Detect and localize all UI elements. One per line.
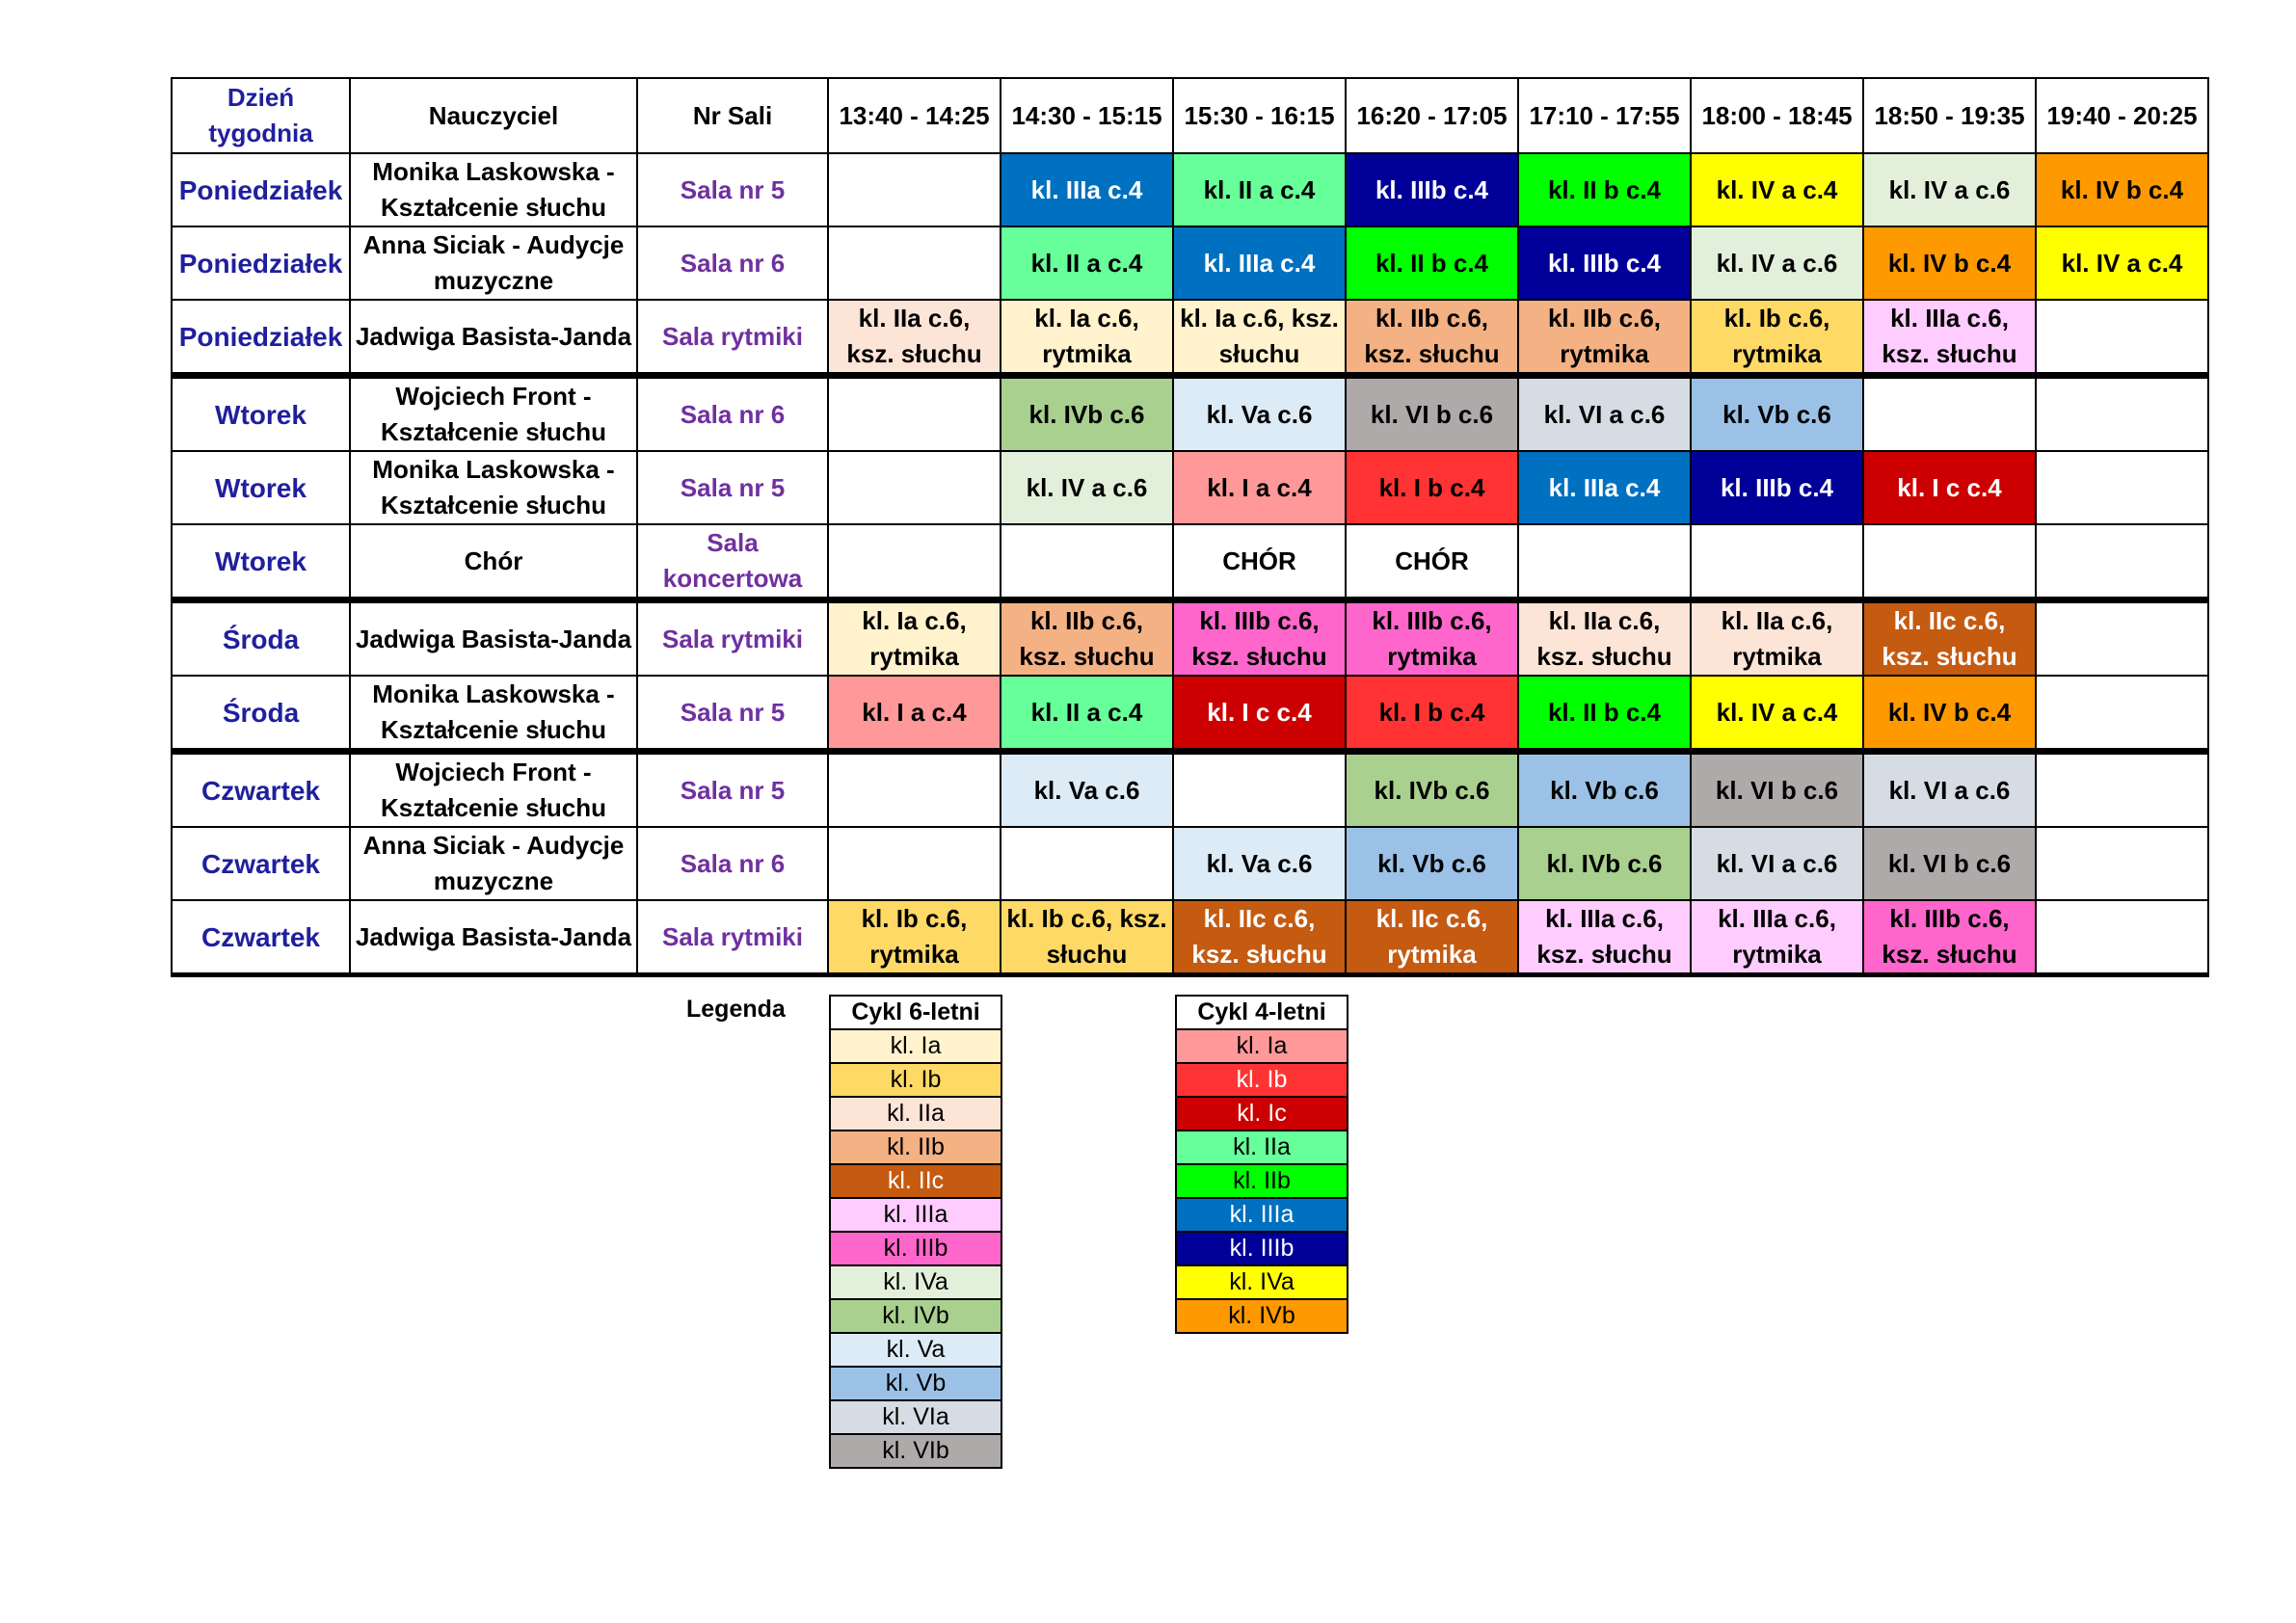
- lesson-cell: kl. IIIa c.4: [1518, 451, 1691, 524]
- lesson-cell: [1863, 524, 2036, 600]
- legend-item: kl. Ia: [1176, 1029, 1348, 1063]
- lesson-cell: kl. II a c.4: [1173, 153, 1346, 226]
- lesson-cell: kl. IIc c.6, ksz. słuchu: [1173, 900, 1346, 975]
- schedule-row: [172, 752, 2208, 828]
- lesson-cell: kl. IIIa c.6, ksz. słuchu: [1518, 900, 1691, 975]
- lesson-cell: kl. I a c.4: [1173, 451, 1346, 524]
- legend-item: kl. IIIb: [1176, 1232, 1348, 1265]
- teacher-cell: Wojciech Front - Kształcenie słuchu: [350, 376, 637, 452]
- lesson-cell: kl. IIIb c.4: [1518, 226, 1691, 300]
- lesson-cell: [828, 153, 1001, 226]
- day-cell: Poniedziałek: [172, 226, 350, 300]
- header-teacher: Nauczyciel: [350, 78, 637, 153]
- header-row: [172, 78, 2208, 153]
- header-time: 18:50 - 19:35: [1863, 78, 2036, 153]
- day-cell: Czwartek: [172, 900, 350, 975]
- lesson-cell: kl. IIb c.6, rytmika: [1518, 300, 1691, 376]
- lesson-cell: [2036, 524, 2208, 600]
- lesson-cell: [1001, 524, 1173, 600]
- lesson-cell: [2036, 676, 2208, 752]
- lesson-cell: [2036, 752, 2208, 828]
- lesson-cell: kl. II b c.4: [1518, 153, 1691, 226]
- lesson-cell: [2036, 900, 2208, 975]
- lesson-cell: kl. IV a c.6: [1001, 451, 1173, 524]
- header-time: 15:30 - 16:15: [1173, 78, 1346, 153]
- lesson-cell: kl. IIIb c.6, rytmika: [1346, 600, 1518, 677]
- schedule-row: [172, 226, 2208, 300]
- room-cell: Sala nr 5: [637, 752, 828, 828]
- legend-item: kl. IVb: [830, 1299, 1001, 1333]
- lesson-cell: kl. IVb c.6: [1001, 376, 1173, 452]
- day-cell: Wtorek: [172, 451, 350, 524]
- lesson-cell: kl. IV a c.4: [2036, 226, 2208, 300]
- legend-item: kl. IIc: [830, 1164, 1001, 1198]
- lesson-cell: CHÓR: [1173, 524, 1346, 600]
- lesson-cell: kl. VI a c.6: [1691, 827, 1863, 900]
- lesson-cell: [1001, 827, 1173, 900]
- header-room: Nr Sali: [637, 78, 828, 153]
- lesson-cell: kl. IIIb c.4: [1691, 451, 1863, 524]
- teacher-cell: Anna Siciak - Audycje muzyczne: [350, 226, 637, 300]
- legend-item: kl. IIa: [830, 1097, 1001, 1131]
- teacher-cell: Chór: [350, 524, 637, 600]
- lesson-cell: kl. Va c.6: [1173, 827, 1346, 900]
- schedule-row: [172, 600, 2208, 677]
- room-cell: Sala nr 6: [637, 827, 828, 900]
- lesson-cell: [1518, 524, 1691, 600]
- lesson-cell: kl. Vb c.6: [1691, 376, 1863, 452]
- legend-item: kl. IIIa: [1176, 1198, 1348, 1232]
- lesson-cell: [2036, 600, 2208, 677]
- lesson-cell: kl. IIIb c.4: [1346, 153, 1518, 226]
- room-cell: Sala nr 5: [637, 676, 828, 752]
- lesson-cell: kl. Ia c.6, rytmika: [1001, 300, 1173, 376]
- header-time: 16:20 - 17:05: [1346, 78, 1518, 153]
- lesson-cell: kl. IIb c.6, ksz. słuchu: [1001, 600, 1173, 677]
- legend-6-year-cycle: [829, 995, 1002, 1469]
- lesson-cell: kl. IVb c.6: [1518, 827, 1691, 900]
- room-cell: Sala nr 6: [637, 226, 828, 300]
- legend-item: kl. Ic: [1176, 1097, 1348, 1131]
- lesson-cell: [2036, 376, 2208, 452]
- lesson-cell: kl. IIIb c.6, ksz. słuchu: [1173, 600, 1346, 677]
- lesson-cell: [828, 827, 1001, 900]
- lesson-cell: kl. Ib c.6, rytmika: [1691, 300, 1863, 376]
- legend-item: kl. VIa: [830, 1400, 1001, 1434]
- room-cell: Sala nr 6: [637, 376, 828, 452]
- lesson-cell: kl. IV a c.6: [1691, 226, 1863, 300]
- legend-item: kl. IVa: [1176, 1265, 1348, 1299]
- room-cell: Sala koncertowa: [637, 524, 828, 600]
- lesson-cell: CHÓR: [1346, 524, 1518, 600]
- legend-item: kl. IIIb: [830, 1232, 1001, 1265]
- header-time: 17:10 - 17:55: [1518, 78, 1691, 153]
- lesson-cell: [2036, 827, 2208, 900]
- lesson-cell: [2036, 451, 2208, 524]
- legend-4-title: Cykl 4-letni: [1176, 996, 1348, 1029]
- teacher-cell: Anna Siciak - Audycje muzyczne: [350, 827, 637, 900]
- day-cell: Środa: [172, 676, 350, 752]
- room-cell: Sala nr 5: [637, 153, 828, 226]
- lesson-cell: kl. VI b c.6: [1346, 376, 1518, 452]
- lesson-cell: kl. II a c.4: [1001, 676, 1173, 752]
- legend-item: kl. IVa: [830, 1265, 1001, 1299]
- day-cell: Wtorek: [172, 376, 350, 452]
- teacher-cell: Monika Laskowska - Kształcenie słuchu: [350, 153, 637, 226]
- lesson-cell: kl. VI a c.6: [1863, 752, 2036, 828]
- lesson-cell: kl. IIIa c.4: [1001, 153, 1173, 226]
- schedule-row: [172, 676, 2208, 752]
- legend-item: kl. IIb: [1176, 1164, 1348, 1198]
- lesson-cell: kl. IV b c.4: [1863, 676, 2036, 752]
- day-cell: Czwartek: [172, 827, 350, 900]
- legend-item: kl. Vb: [830, 1367, 1001, 1400]
- schedule-row: [172, 827, 2208, 900]
- lesson-cell: [828, 451, 1001, 524]
- lesson-cell: kl. Ia c.6, rytmika: [828, 600, 1001, 677]
- room-cell: Sala rytmiki: [637, 600, 828, 677]
- lesson-cell: kl. IV b c.4: [2036, 153, 2208, 226]
- schedule-row: [172, 300, 2208, 376]
- lesson-cell: kl. IIa c.6, rytmika: [1691, 600, 1863, 677]
- day-cell: Środa: [172, 600, 350, 677]
- lesson-cell: kl. II b c.4: [1346, 226, 1518, 300]
- schedule-body: [172, 153, 2208, 975]
- legend-item: kl. IIb: [830, 1131, 1001, 1164]
- legend-item: kl. Ib: [830, 1063, 1001, 1097]
- lesson-cell: [828, 226, 1001, 300]
- lesson-cell: kl. IIIa c.4: [1173, 226, 1346, 300]
- lesson-cell: kl. VI a c.6: [1518, 376, 1691, 452]
- lesson-cell: kl. IIa c.6, ksz. słuchu: [828, 300, 1001, 376]
- schedule-row: [172, 376, 2208, 452]
- teacher-cell: Jadwiga Basista-Janda: [350, 300, 637, 376]
- lesson-cell: kl. Vb c.6: [1518, 752, 1691, 828]
- teacher-cell: Monika Laskowska - Kształcenie słuchu: [350, 676, 637, 752]
- lesson-cell: [1173, 752, 1346, 828]
- schedule-row: [172, 900, 2208, 975]
- lesson-cell: [828, 752, 1001, 828]
- room-cell: Sala nr 5: [637, 451, 828, 524]
- lesson-cell: [2036, 300, 2208, 376]
- lesson-cell: kl. II b c.4: [1518, 676, 1691, 752]
- lesson-cell: kl. Vb c.6: [1346, 827, 1518, 900]
- lesson-cell: kl. IIIa c.6, rytmika: [1691, 900, 1863, 975]
- teacher-cell: Monika Laskowska - Kształcenie słuchu: [350, 451, 637, 524]
- lesson-cell: kl. IIc c.6, ksz. słuchu: [1863, 600, 2036, 677]
- day-cell: Poniedziałek: [172, 300, 350, 376]
- lesson-cell: kl. II a c.4: [1001, 226, 1173, 300]
- lesson-cell: kl. Va c.6: [1001, 752, 1173, 828]
- legend-item: kl. Ib: [1176, 1063, 1348, 1097]
- legend-6-title: Cykl 6-letni: [830, 996, 1001, 1029]
- header-time: 14:30 - 15:15: [1001, 78, 1173, 153]
- room-cell: Sala rytmiki: [637, 300, 828, 376]
- teacher-cell: Jadwiga Basista-Janda: [350, 600, 637, 677]
- lesson-cell: kl. I b c.4: [1346, 676, 1518, 752]
- header-time: 19:40 - 20:25: [2036, 78, 2208, 153]
- lesson-cell: [828, 524, 1001, 600]
- lesson-cell: kl. Va c.6: [1173, 376, 1346, 452]
- lesson-cell: kl. IIc c.6, rytmika: [1346, 900, 1518, 975]
- legend-item: kl. Va: [830, 1333, 1001, 1367]
- header-time: 18:00 - 18:45: [1691, 78, 1863, 153]
- teacher-cell: Wojciech Front - Kształcenie słuchu: [350, 752, 637, 828]
- lesson-cell: kl. I c c.4: [1173, 676, 1346, 752]
- legend-4-year-cycle: [1175, 995, 1348, 1334]
- header-day: Dzień tygodnia: [172, 78, 350, 153]
- lesson-cell: kl. I b c.4: [1346, 451, 1518, 524]
- room-cell: Sala rytmiki: [637, 900, 828, 975]
- teacher-cell: Jadwiga Basista-Janda: [350, 900, 637, 975]
- lesson-cell: kl. I c c.4: [1863, 451, 2036, 524]
- lesson-cell: kl. Ib c.6, rytmika: [828, 900, 1001, 975]
- lesson-cell: [828, 376, 1001, 452]
- lesson-cell: kl. I a c.4: [828, 676, 1001, 752]
- legend-item: kl. IVb: [1176, 1299, 1348, 1333]
- schedule-row: [172, 524, 2208, 600]
- schedule-row: [172, 153, 2208, 226]
- lesson-cell: kl. IV a c.4: [1691, 676, 1863, 752]
- lesson-cell: [1863, 376, 2036, 452]
- lesson-cell: kl. IIIa c.6, ksz. słuchu: [1863, 300, 2036, 376]
- lesson-cell: kl. VI b c.6: [1863, 827, 2036, 900]
- lesson-cell: kl. Ib c.6, ksz. słuchu: [1001, 900, 1173, 975]
- legend-item: kl. IIa: [1176, 1131, 1348, 1164]
- lesson-cell: kl. IIa c.6, ksz. słuchu: [1518, 600, 1691, 677]
- lesson-cell: kl. IV b c.4: [1863, 226, 2036, 300]
- legend-item: kl. VIb: [830, 1434, 1001, 1468]
- lesson-cell: kl. Ia c.6, ksz. słuchu: [1173, 300, 1346, 376]
- header-time: 13:40 - 14:25: [828, 78, 1001, 153]
- schedule-row: [172, 451, 2208, 524]
- day-cell: Wtorek: [172, 524, 350, 600]
- lesson-cell: kl. IVb c.6: [1346, 752, 1518, 828]
- lesson-cell: kl. IIIb c.6, ksz. słuchu: [1863, 900, 2036, 975]
- legend-item: kl. Ia: [830, 1029, 1001, 1063]
- lesson-cell: kl. IIb c.6, ksz. słuchu: [1346, 300, 1518, 376]
- lesson-cell: kl. IV a c.6: [1863, 153, 2036, 226]
- legend-label: Legenda: [686, 996, 786, 1023]
- lesson-cell: kl. VI b c.6: [1691, 752, 1863, 828]
- day-cell: Czwartek: [172, 752, 350, 828]
- day-cell: Poniedziałek: [172, 153, 350, 226]
- lesson-cell: kl. IV a c.4: [1691, 153, 1863, 226]
- legend-item: kl. IIIa: [830, 1198, 1001, 1232]
- lesson-cell: [1691, 524, 1863, 600]
- schedule-table: [171, 77, 2209, 977]
